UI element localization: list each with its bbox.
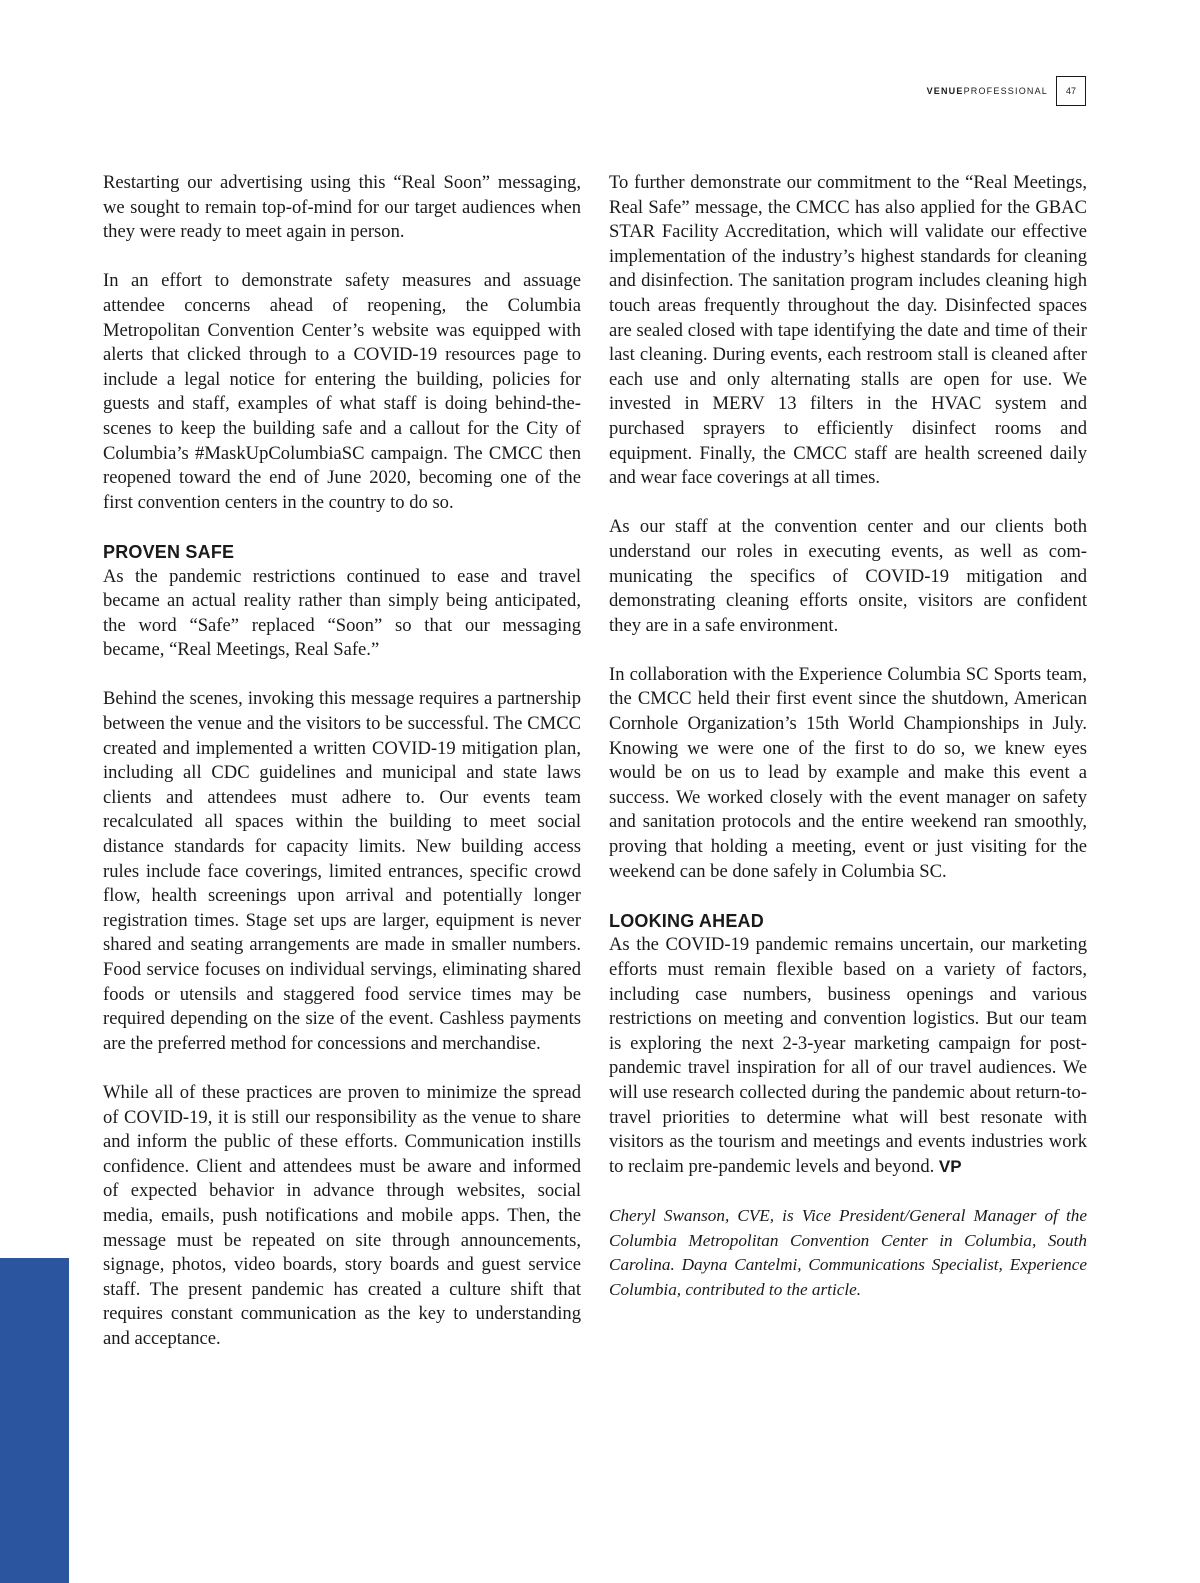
author-bio: Cheryl Swanson, CVE, is Vice President/General Manager of the Columbia Metropolitan Convention Center in Columbia, South Carolina. Dayna Cantelmi, Communications Specialist, Experience Columbia, contributed to the article. <box>609 1205 1087 1299</box>
end-mark: VP <box>938 1156 962 1176</box>
right-column <box>609 171 1087 1327</box>
paragraph: As our staff at the convention center and our clients both understand our roles in executing events, as well as communicating the specifics of COVID-19 mitigation and demonstrating cleaning efforts onsite, visitors are confident they are in a safe environment. <box>609 516 1087 636</box>
paragraph: In an effort to demonstrate safety measures and assuage attendee concerns ahead of reopening, the Columbia Metropolitan Convention Center’s website was equipped with alerts that clicked through to a COVID-19 resources page to include a legal notice for entering the building, policies for guests and staff, examples of what staff is doing behind-the-scenes to keep the building safe and a callout for the City of Columbia’s #MaskUpColumbiaSC campaign. The CMCC then reopened toward the end of June 2020, becoming one of the first convention centers in the country to do so. <box>103 270 581 513</box>
paragraph: In collaboration with the Experience Columbia SC Sports team, the CMCC held their first event since the shutdown, American Cornhole Organization’s 15th World Championships in July. Knowing we were one of the first to do so, we knew eyes would be on us to lead by example and make this event a success. We worked closely with the event manager on safety and sanitation protocols and the entire weekend ran smoothly, proving that holding a meeting, event or just visiting for the weekend can be done safely in Columbia SC. <box>609 663 1087 882</box>
brand-light: PROFESSIONAL <box>963 86 1048 96</box>
page-number: 47 <box>1056 76 1086 106</box>
left-column <box>103 171 581 1352</box>
accent-bar <box>0 1258 69 1583</box>
paragraph: As the pandemic restrictions continued to ease and travel became an actual reality rather than simply being anticipated, the word “Safe” replaced “Soon” so that our messaging became, “Real Meetings, Real Safe.” <box>103 565 581 661</box>
section-heading-proven-safe: PROVEN SAFE <box>103 541 235 562</box>
paragraph: Restarting our advertising using this “Real Soon” messaging, we sought to remain top-of-mind for our target audiences when they were ready to meet again in person. <box>103 172 581 243</box>
magazine-brand <box>927 86 1048 96</box>
page-header <box>927 76 1086 106</box>
paragraph: Behind the scenes, invoking this message requires a partnership between the venue and the visitors to be successful. The CMCC created and implemented a written COVID-19 mitigation plan, including all CDC guidelines and municipal and state laws clients and attendees must adhere to. Our events team recalculated all spaces within the building to meet social distance standards for capacity limits. New building access rules include face coverings, limited entrances, specific crowd flow, health screenings upon arrival and potentially longer registration times. Stage set ups are larger, equipment is never shared and seating arrangements are made in smaller numbers. Food service focuses on individual servings, eliminating shared foods or utensils and staggered food service times may be required depending on the size of the event. Cashless payments are the preferred method for concessions and merchandise. <box>103 688 581 1054</box>
paragraph-text: As the COVID-19 pandemic remains uncertain, our marketing efforts must remain flexible based on a variety of factors, including case numbers, business openings and various restrictions on meeting and convention logistics. But our team is exploring the next 2-3-year marketing campaign for post-pandemic travel inspiration for all of our travel audiences. We will use research collected during the pandemic about return-to-travel priorities to determine what will best resonate with visitors as the tourism and meetings and events industries work to reclaim pre-pandemic levels and beyond. <box>609 934 1087 1177</box>
paragraph-with-end-mark <box>609 933 1087 1179</box>
section-heading-looking-ahead: LOOKING AHEAD <box>609 910 764 931</box>
paragraph: To further demonstrate our commitment to the “Real Meetings, Real Safe” message, the CMCC has also applied for the GBAC STAR Facility Accreditation, which will validate our effective implementation of the industry’s highest standards for cleaning and disinfection. The sanitation program includes cleaning high touch areas frequently throughout the day. Disinfected spaces are sealed closed with tape identifying the date and time of their last cleaning. During events, each restroom stall is cleaned after each use and only alternating stalls are open for use. We invested in MERV 13 filters in the HVAC system and purchased sprayers to efficiently disinfect rooms and equipment. Finally, the CMCC staff are health screened daily and wear face coverings at all times. <box>609 172 1087 489</box>
paragraph: While all of these practices are proven to minimize the spread of COVID-19, it is still our responsibility as the venue to share and inform the public of these efforts. Communication instills confidence. Client and attendees must be aware and informed of expected behavior in advance through websites, social media, emails, push notifications and mobile apps. Then, the message must be repeated on site through announcements, signage, photos, video boards, story boards and guest service staff. The present pandemic has created a culture shift that requires constant communication as the key to understanding and acceptance. <box>103 1081 581 1349</box>
brand-bold: VENUE <box>926 86 964 96</box>
